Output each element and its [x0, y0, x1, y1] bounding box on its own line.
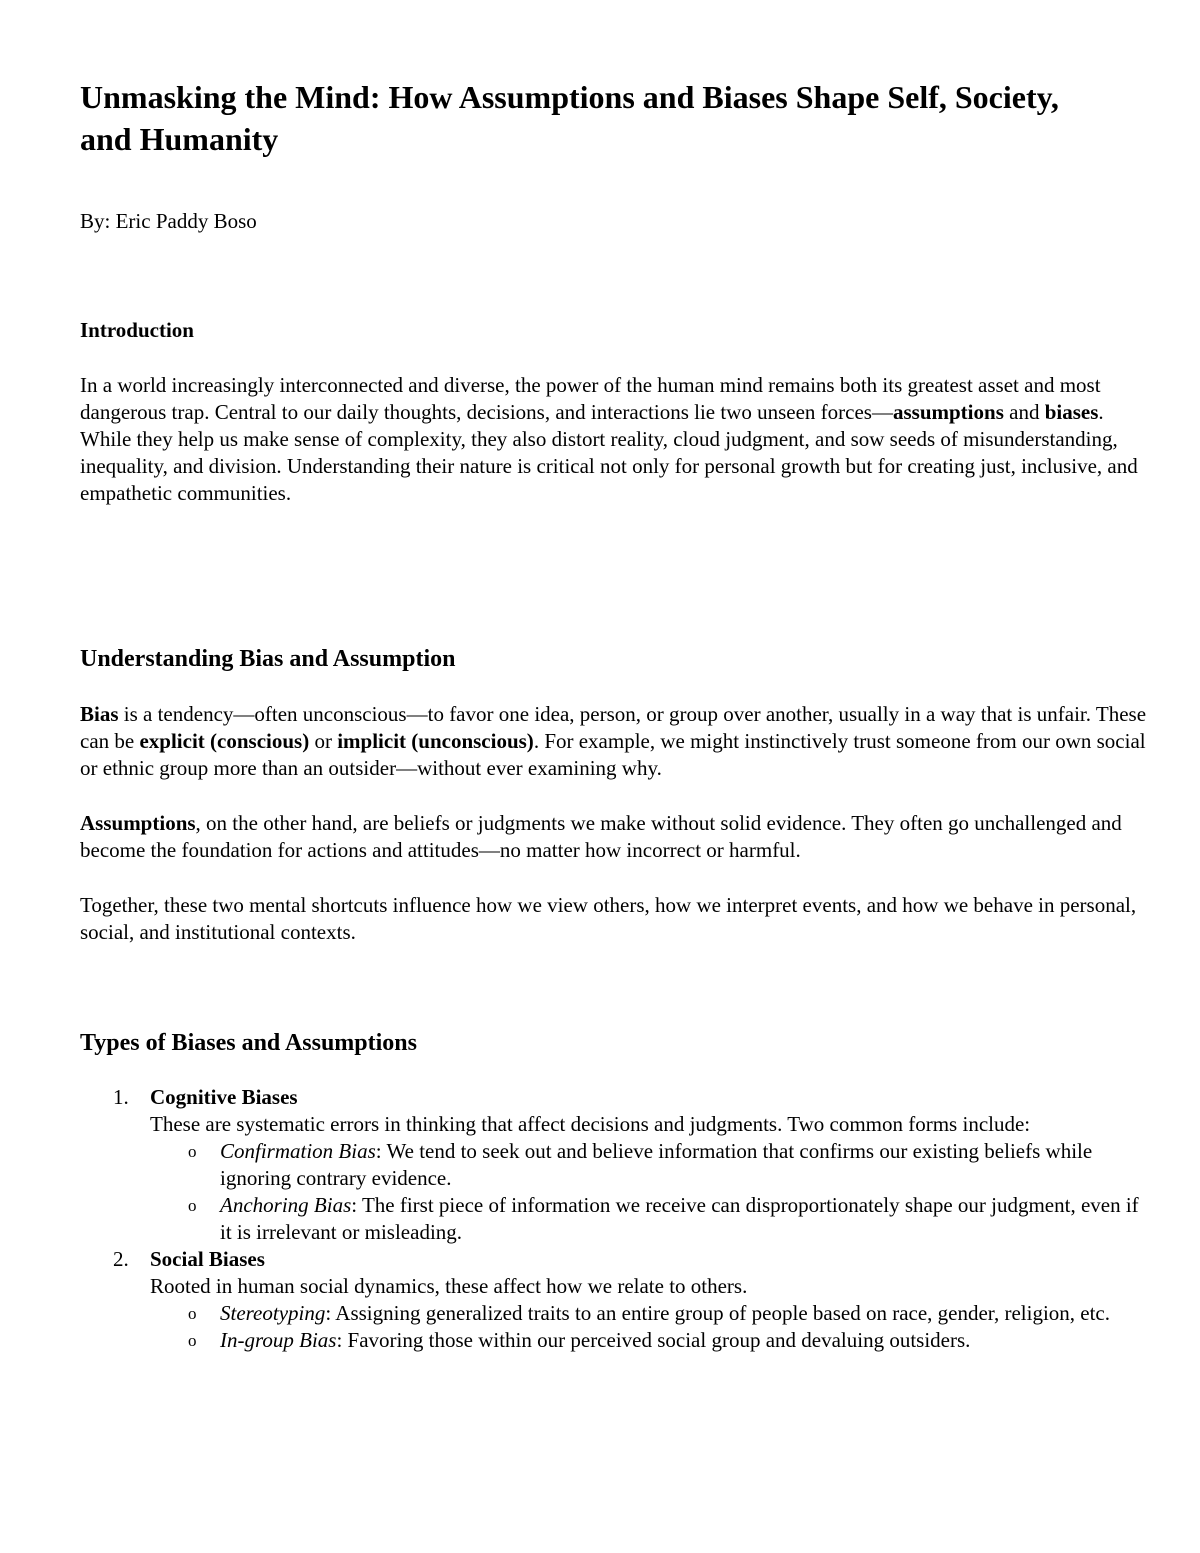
author-line: By: Eric Paddy Boso	[80, 209, 257, 233]
intro-assumptions-term: assumptions	[892, 400, 1004, 424]
document-title: Unmasking the Mind: How Assumptions and Biases Shape Self, Society, and Humanity	[80, 79, 1059, 157]
implicit-term: implicit (unconscious)	[337, 729, 534, 753]
bias-text-part: or	[309, 729, 338, 753]
sub-item-term: Anchoring Bias	[220, 1193, 352, 1217]
introduction-heading: Introduction	[80, 318, 194, 342]
document-page	[80, 0, 1150, 1553]
understanding-heading: Understanding Bias and Assumption	[80, 646, 456, 672]
types-list	[80, 1084, 1150, 1354]
list-number: 1.	[113, 1085, 129, 1109]
circle-bullet-icon: o	[188, 1331, 197, 1350]
sub-item-in-group-bias	[150, 1327, 1150, 1354]
bias-definition-paragraph	[80, 701, 1150, 782]
bias-text-part: is a tendency—often unconscious—to favor one idea, person, or group over another, usually in a way that is unfair. These can be	[80, 702, 1147, 753]
list-item-title: Social Biases	[150, 1247, 265, 1271]
sub-list	[150, 1300, 1150, 1354]
list-item-description: These are systematic errors in thinking that affect decisions and judgments. Two common forms include:	[150, 1112, 1031, 1136]
sub-item-term: Stereotyping	[220, 1301, 326, 1325]
sub-item-stereotyping	[150, 1300, 1150, 1327]
sub-item-text: : The first piece of information we receive can disproportionately shape our judgment, even if it is irrelevant or misleading.	[220, 1193, 1139, 1244]
list-item-social-biases	[80, 1246, 1150, 1354]
list-item-cognitive-biases	[80, 1084, 1150, 1246]
circle-bullet-icon: o	[188, 1142, 197, 1161]
introduction-paragraph	[80, 372, 1150, 507]
sub-item-confirmation-bias	[150, 1138, 1150, 1192]
sub-item-text: : We tend to seek out and believe information that confirms our existing beliefs while ignoring contrary evidence.	[220, 1139, 1093, 1190]
intro-text-part: . While they help us make sense of complexity, they also distort reality, cloud judgment, and sow seeds of misunderstanding, inequality, and division. Understanding their nature is critical not only for personal growth but for creating just, inclusive, and empathetic communities.	[80, 400, 1138, 505]
bias-text-part: . For example, we might instinctively trust someone from our own social or ethnic group more than an outsider—without ever examining why.	[80, 729, 1146, 780]
together-paragraph: Together, these two mental shortcuts influence how we view others, how we interpret events, and how we behave in personal, social, and institutional contexts.	[80, 893, 1137, 944]
list-number: 2.	[113, 1247, 129, 1271]
assumptions-text: , on the other hand, are beliefs or judgments we make without solid evidence. They often go unchallenged and become the foundation for actions and attitudes—no matter how incorrect or harmful.	[80, 811, 1122, 862]
list-item-title: Cognitive Biases	[150, 1085, 298, 1109]
sub-item-anchoring-bias	[150, 1192, 1150, 1246]
bias-term: Bias	[80, 702, 119, 726]
types-heading: Types of Biases and Assumptions	[80, 1030, 417, 1056]
circle-bullet-icon: o	[188, 1196, 197, 1215]
intro-text-part: In a world increasingly interconnected and diverse, the power of the human mind remains both its greatest asset and most dangerous trap. Central to our daily thoughts, decisions, and interactions lie two unseen forces—	[80, 373, 1101, 424]
assumptions-term: Assumptions	[80, 811, 196, 835]
intro-text-part: and	[1003, 400, 1045, 424]
list-item-description: Rooted in human social dynamics, these affect how we relate to others.	[150, 1274, 748, 1298]
circle-bullet-icon: o	[188, 1304, 197, 1323]
sub-list	[150, 1138, 1150, 1246]
sub-item-term: In-group Bias	[220, 1328, 337, 1352]
sub-item-text: : Favoring those within our perceived social group and devaluing outsiders.	[336, 1328, 971, 1352]
intro-biases-term: biases	[1044, 400, 1099, 424]
sub-item-term: Confirmation Bias	[220, 1139, 376, 1163]
explicit-term: explicit (conscious)	[139, 729, 310, 753]
assumptions-definition-paragraph	[80, 810, 1150, 864]
sub-item-text: : Assigning generalized traits to an entire group of people based on race, gender, religion, etc.	[325, 1301, 1110, 1325]
